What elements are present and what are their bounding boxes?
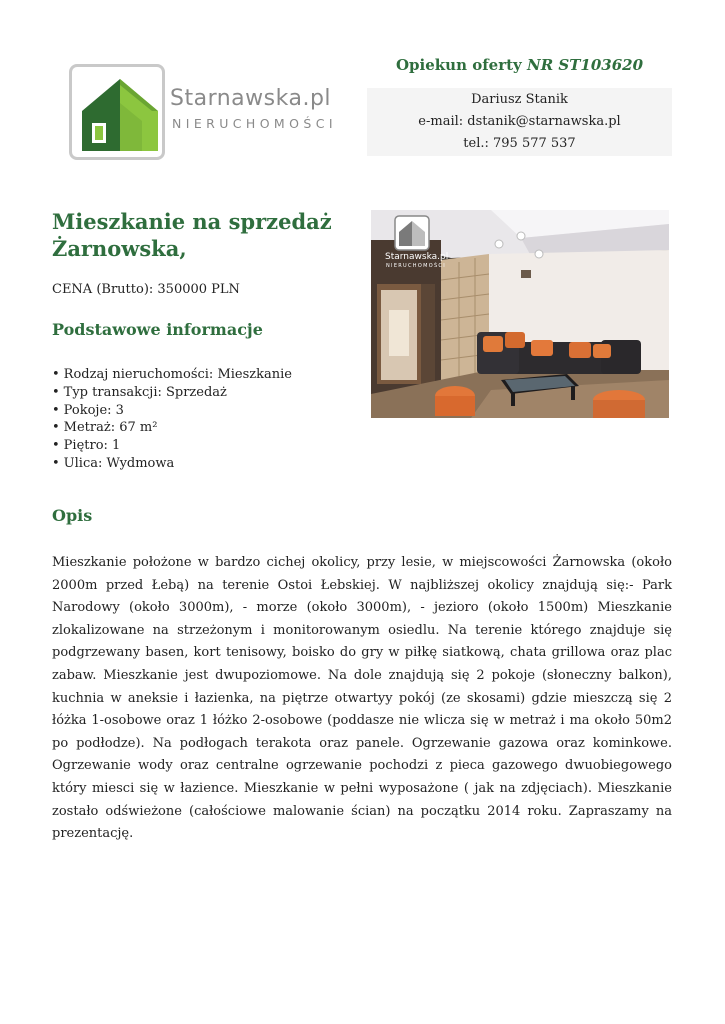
listing-photo[interactable] (371, 210, 669, 418)
logo-emblem (69, 64, 165, 160)
description-text: Mieszkanie położone w bardzo cichej okolicy, przy lesie, w miejscowości Żarnowska (około 2000m przed Łebą) na terenie Ostoi Łebskiej. W najbliższej okolicy znajdują się:- Park Narodowy (około 3000m), - morze (około 3000m), - jezioro (około 1500m) Mieszkanie zlokalizowane na strzeżonym i monitorowanym osiedlu. Na terenie którego znajduje się podgrzewany basen, kort tenisowy, boisko do gry w piłkę siatkową, chata grillowa oraz plac zabaw. Mieszkanie jest dwupoziomowe. Na dole znajdują się 2 pokoje (słoneczny balkon), kuchnia w aneksie i łazienka, na piętrze otwartyy pokój (ze skosami) gdzie mieszczą się 2 łóżka 1-osobowe oraz 1 łóżko 2-osobowe (poddasze nie wlicza się w metraż i ma około 50m2 po podłodze). Na podłogach terakota oraz panele. Ogrzewanie gazowa oraz kominkowe. Ogrzewanie wody oraz centralne ogrzewanie pochodzi z pieca gazowego dwuobiegowego który miesci się w łazience. Mieszkanie w pełni wyposażone ( jak na zdjęciach). Mieszkanie zostało odświeżone (całościowe malowanie ścian) na początku 2014 roku. Zapraszamy na prezentację. (52, 555, 672, 842)
logo-brand-sub: NIERUCHOMOŚCI (172, 116, 337, 131)
agent-name: Dariusz Stanik (471, 92, 568, 107)
photo-watermark-sub: NIERUCHOMOŚCI (386, 263, 446, 269)
agent-contact-box (367, 88, 672, 156)
listing-price: CENA (Brutto): 350000 PLN (52, 282, 240, 297)
list-item: • Ulica: Wydmowa (52, 455, 292, 473)
description-heading: Opis (52, 506, 93, 525)
living-room-illustration (371, 210, 669, 418)
list-item: • Metraż: 67 m² (52, 419, 292, 437)
agent-email[interactable]: e-mail: dstanik@starnawska.pl (418, 114, 621, 129)
photo-watermark-brand: Starnawska.pl (385, 252, 449, 262)
agent-title-prefix: Opiekun oferty (395, 56, 522, 74)
listing-title-line1: Mieszkanie na sprzedaż (52, 209, 332, 234)
list-item: • Typ transakcji: Sprzedaż (52, 384, 292, 402)
house-logo-icon (78, 73, 162, 157)
list-item: • Piętro: 1 (52, 437, 292, 455)
company-logo (69, 64, 339, 162)
logo-brand-name: Starnawska.pl (170, 86, 332, 111)
agent-title (367, 56, 672, 74)
agent-phone[interactable]: tel.: 795 577 537 (463, 136, 576, 151)
list-item: • Rodzaj nieruchomości: Mieszkanie (52, 366, 292, 384)
listing-title-line2: Żarnowska, (52, 236, 187, 261)
basic-info-heading: Podstawowe informacje (52, 320, 263, 339)
list-item: • Pokoje: 3 (52, 402, 292, 420)
basic-info-list (52, 366, 292, 473)
offer-number: NR ST103620 (527, 56, 644, 74)
listing-title (52, 208, 352, 262)
